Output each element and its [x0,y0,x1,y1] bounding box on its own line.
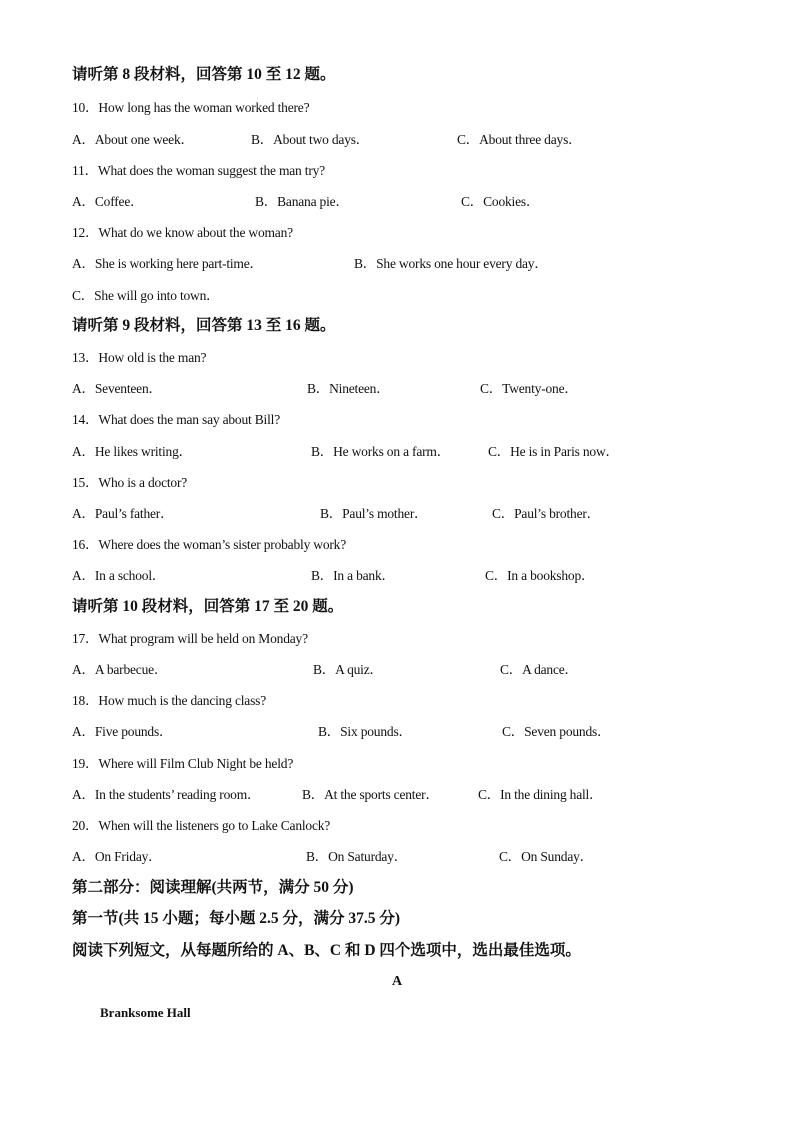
options-12-row2 [0,285,794,309]
option-a: A．In the students’ reading room． [72,787,261,802]
option-c: C．He is in Paris now． [488,444,619,459]
option-b: B．At the sports center． [302,787,439,802]
question-text: 17．What program will be held on Monday? [72,631,308,646]
question-20 [0,815,794,839]
options-19 [0,784,794,808]
option-b: B．On Saturday． [306,849,408,864]
passage-title: Branksome Hall [100,1005,191,1020]
options-12-row1 [0,253,794,277]
option-a: A．Five pounds． [72,724,173,739]
option-a: A．Coffee． [72,194,144,209]
question-text: 12．What do we know about the woman? [72,225,293,240]
option-a: A．She is working here part-time． [72,256,263,271]
question-text: 19．Where will Film Club Night be held? [72,756,294,771]
instructions: 阅读下列短文，从每题所给的 A、B、C 和 D 四个选项中，选出最佳选项。 [72,942,581,959]
question-text: 11．What does the woman suggest the man try? [72,163,325,178]
section-10-header-row [0,596,794,620]
part-title: 第二部分：阅读理解(共两节，满分 50 分) [72,879,354,896]
question-text: 14．What does the man say about Bill? [72,412,281,427]
question-18 [0,690,794,714]
option-b: B．Nineteen． [307,381,390,396]
options-18 [0,721,794,745]
section-header: 请听第 9 段材料，回答第 13 至 16 题。 [72,317,336,334]
question-11 [0,160,794,184]
option-c: C．In the dining hall． [478,787,603,802]
option-a: A．Seventeen． [72,381,162,396]
options-11 [0,191,794,215]
option-a: A．On Friday． [72,849,162,864]
option-b: B．Six pounds． [318,724,412,739]
question-15 [0,472,794,496]
option-c: C．Seven pounds． [502,724,611,739]
option-c: C．She will go into town． [72,288,220,303]
option-c: C．A dance． [500,662,578,677]
passage-title-row [0,1002,794,1026]
option-c: C．Paul’s brother． [492,506,600,521]
option-a: A．About one week． [72,132,194,147]
part2-subtitle-row [0,908,794,932]
question-12 [0,222,794,246]
options-16 [0,565,794,589]
question-text: 10．How long has the woman worked there? [72,100,310,115]
question-text: 16．Where does the woman’s sister probably work? [72,537,347,552]
part2-title-row [0,877,794,901]
question-10 [0,97,794,121]
options-13 [0,378,794,402]
option-c: C．In a bookshop． [485,568,595,583]
option-b: B．About two days． [251,132,370,147]
option-b: B．Paul’s mother． [320,506,428,521]
option-b: B．A quiz． [313,662,383,677]
question-text: 18．How much is the dancing class? [72,693,266,708]
question-19 [0,753,794,777]
passage-letter-row [0,971,794,995]
option-b: B．She works one hour every day． [354,256,548,271]
question-text: 13．How old is the man? [72,350,207,365]
option-c: C．Twenty-one． [480,381,578,396]
question-text: 20．When will the listeners go to Lake Canlock? [72,818,331,833]
option-a: A．Paul’s father． [72,506,174,521]
option-c: C．About three days． [457,132,582,147]
option-c: C．On Sunday． [499,849,593,864]
section-header: 请听第 8 段材料，回答第 10 至 12 题。 [72,66,336,83]
option-c: C．Cookies． [461,194,540,209]
option-b: B．In a bank． [311,568,395,583]
option-a: A．He likes writing． [72,444,192,459]
passage-letter: A [391,974,403,989]
option-b: B．He works on a farm． [311,444,451,459]
options-15 [0,503,794,527]
question-17 [0,628,794,652]
options-20 [0,846,794,870]
option-a: A．In a school． [72,568,166,583]
part2-instructions-row [0,940,794,964]
options-14 [0,441,794,465]
section-subtitle: 第一节(共 15 小题；每小题 2.5 分，满分 37.5 分) [72,910,401,927]
question-16 [0,534,794,558]
question-14 [0,409,794,433]
question-text: 15．Who is a doctor? [72,475,188,490]
section-8-header-row [0,64,794,88]
option-b: B．Banana pie． [255,194,349,209]
section-9-header-row [0,315,794,339]
section-header: 请听第 10 段材料，回答第 17 至 20 题。 [72,598,344,615]
option-a: A．A barbecue． [72,662,168,677]
options-17 [0,659,794,683]
options-10 [0,129,794,153]
question-13 [0,347,794,371]
